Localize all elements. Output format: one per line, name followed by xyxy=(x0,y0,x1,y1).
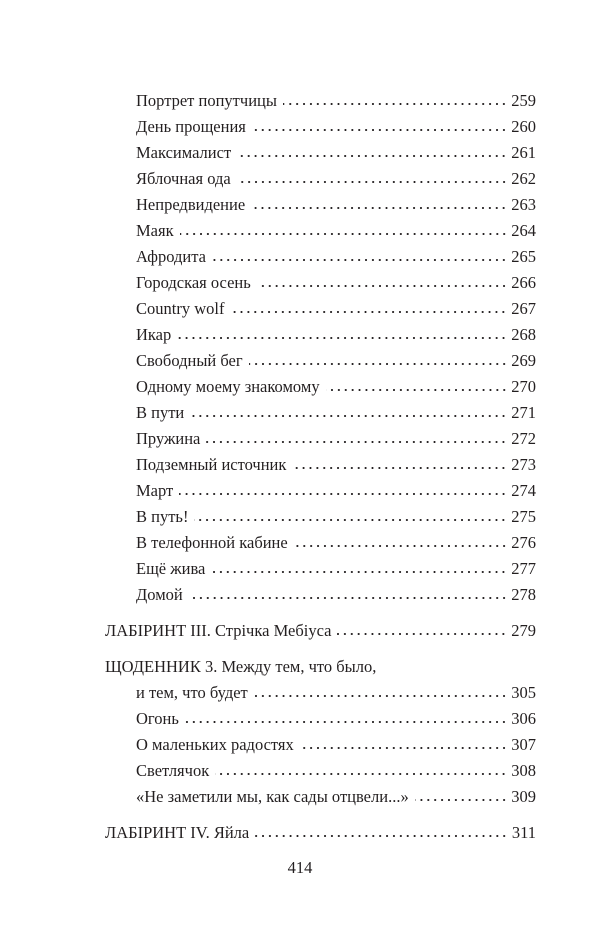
entry-title: ЛАБІРИНТ IV. Яйла xyxy=(105,823,250,842)
entry-page: 278 xyxy=(511,585,536,604)
entry-title: Подземный источник xyxy=(136,455,287,474)
toc-entry xyxy=(0,402,536,428)
entry-title: Непредвидение xyxy=(136,195,246,214)
toc-entry xyxy=(0,142,536,168)
toc-entry xyxy=(0,558,536,584)
leader-dots xyxy=(211,564,507,574)
toc-entry-diary-3-heading xyxy=(0,656,536,682)
entry-title: Одному моему знакомому xyxy=(136,377,320,396)
entry-title: Максималист xyxy=(136,143,232,162)
toc-entry xyxy=(0,532,536,558)
leader-dots xyxy=(294,538,508,548)
entry-title: ЩОДЕННИК 3. Между тем, что было, xyxy=(105,657,377,676)
entry-title: Афродита xyxy=(136,247,206,266)
entry-title: В пути xyxy=(136,403,185,422)
entry-page: 266 xyxy=(511,273,536,292)
leader-dots xyxy=(190,408,507,418)
entry-page: 268 xyxy=(511,325,536,344)
toc-entry xyxy=(0,350,536,376)
entry-page: 264 xyxy=(511,221,536,240)
toc-entry xyxy=(0,324,536,350)
entry-title: Городская осень xyxy=(136,273,251,292)
leader-dots xyxy=(194,512,507,522)
entry-page: 267 xyxy=(511,299,536,318)
toc-entry xyxy=(0,90,536,116)
leader-dots xyxy=(230,304,507,314)
entry-title: Март xyxy=(136,481,174,500)
entry-page: 308 xyxy=(511,761,536,780)
entry-title: Маяк xyxy=(136,221,174,240)
leader-dots xyxy=(237,148,507,158)
entry-page: 270 xyxy=(511,377,536,396)
entry-title: «Не заметили мы, как сады отцвели...» xyxy=(136,787,409,806)
toc-entry-diary-3 xyxy=(0,682,536,708)
toc-entry xyxy=(0,734,536,760)
entry-page: 273 xyxy=(511,455,536,474)
entry-title: День прощения xyxy=(136,117,246,136)
entry-page: 275 xyxy=(511,507,536,526)
entry-title: Икар xyxy=(136,325,172,344)
toc-entry xyxy=(0,584,536,610)
leader-dots xyxy=(254,688,507,698)
leader-dots xyxy=(255,828,508,838)
toc-entry xyxy=(0,220,536,246)
toc-entry-labyrinth-3 xyxy=(0,620,536,646)
entry-page: 265 xyxy=(511,247,536,266)
leader-dots xyxy=(179,486,507,496)
toc-entry xyxy=(0,454,536,480)
leader-dots xyxy=(283,96,507,106)
toc-entry-labyrinth-4 xyxy=(0,822,536,848)
entry-page: 305 xyxy=(511,683,536,702)
entry-title: ЛАБІРИНТ ІІІ. Стрічка Мебіуса xyxy=(105,621,332,640)
entry-page: 274 xyxy=(511,481,536,500)
entry-title: Пружина xyxy=(136,429,201,448)
entry-title: Светлячок xyxy=(136,761,210,780)
toc-entry xyxy=(0,116,536,142)
leader-dots xyxy=(251,200,507,210)
leader-dots xyxy=(215,766,507,776)
leader-dots xyxy=(252,122,507,132)
entry-title: Country wolf xyxy=(136,299,225,318)
entry-title: Домой xyxy=(136,585,183,604)
leader-dots xyxy=(212,252,507,262)
entry-page: 311 xyxy=(511,823,536,842)
toc-entry xyxy=(0,760,536,786)
leader-dots xyxy=(337,626,507,636)
entry-page: 262 xyxy=(511,169,536,188)
entry-page: 259 xyxy=(511,91,536,110)
entry-page: 261 xyxy=(511,143,536,162)
entry-title: и тем, что будет xyxy=(136,683,248,702)
entry-title: Ещё жива xyxy=(136,559,206,578)
leader-dots xyxy=(249,356,508,366)
leader-dots xyxy=(177,330,507,340)
entry-page: 309 xyxy=(511,787,536,806)
entry-title: Свободный бег xyxy=(136,351,243,370)
entry-title: Яблочная ода xyxy=(136,169,231,188)
entry-page: 277 xyxy=(511,559,536,578)
entry-title: Портрет попутчицы xyxy=(136,91,277,110)
toc-entry xyxy=(0,786,536,812)
leader-dots xyxy=(326,382,508,392)
diary-3-entries xyxy=(0,708,600,812)
toc-entry xyxy=(0,168,536,194)
entry-page: 260 xyxy=(511,117,536,136)
toc-entry xyxy=(0,272,536,298)
leader-dots xyxy=(257,278,507,288)
leader-dots xyxy=(237,174,508,184)
toc-entry xyxy=(0,708,536,734)
leader-dots xyxy=(292,460,507,470)
entry-page: 306 xyxy=(511,709,536,728)
toc-entry xyxy=(0,480,536,506)
entry-page: 279 xyxy=(511,621,536,640)
leader-dots xyxy=(206,434,507,444)
entry-page: 269 xyxy=(511,351,536,370)
toc-entry xyxy=(0,194,536,220)
leader-dots xyxy=(180,226,508,236)
leader-dots xyxy=(415,792,508,802)
toc-entry xyxy=(0,298,536,324)
toc-entries xyxy=(0,90,600,610)
entry-page: 272 xyxy=(511,429,536,448)
entry-title: В путь! xyxy=(136,507,189,526)
entry-title: Огонь xyxy=(136,709,179,728)
leader-dots xyxy=(189,590,508,600)
entry-title: В телефонной кабине xyxy=(136,533,288,552)
toc-entry xyxy=(0,428,536,454)
entry-title: О маленьких радостях xyxy=(136,735,294,754)
toc-entry xyxy=(0,246,536,272)
entry-page: 276 xyxy=(511,533,536,552)
entry-page: 307 xyxy=(511,735,536,754)
table-of-contents xyxy=(0,90,600,848)
toc-entry xyxy=(0,506,536,532)
leader-dots xyxy=(185,714,507,724)
entry-page: 271 xyxy=(511,403,536,422)
page-number: 414 xyxy=(287,858,313,877)
entry-page: 263 xyxy=(511,195,536,214)
toc-entry xyxy=(0,376,536,402)
leader-dots xyxy=(300,740,507,750)
